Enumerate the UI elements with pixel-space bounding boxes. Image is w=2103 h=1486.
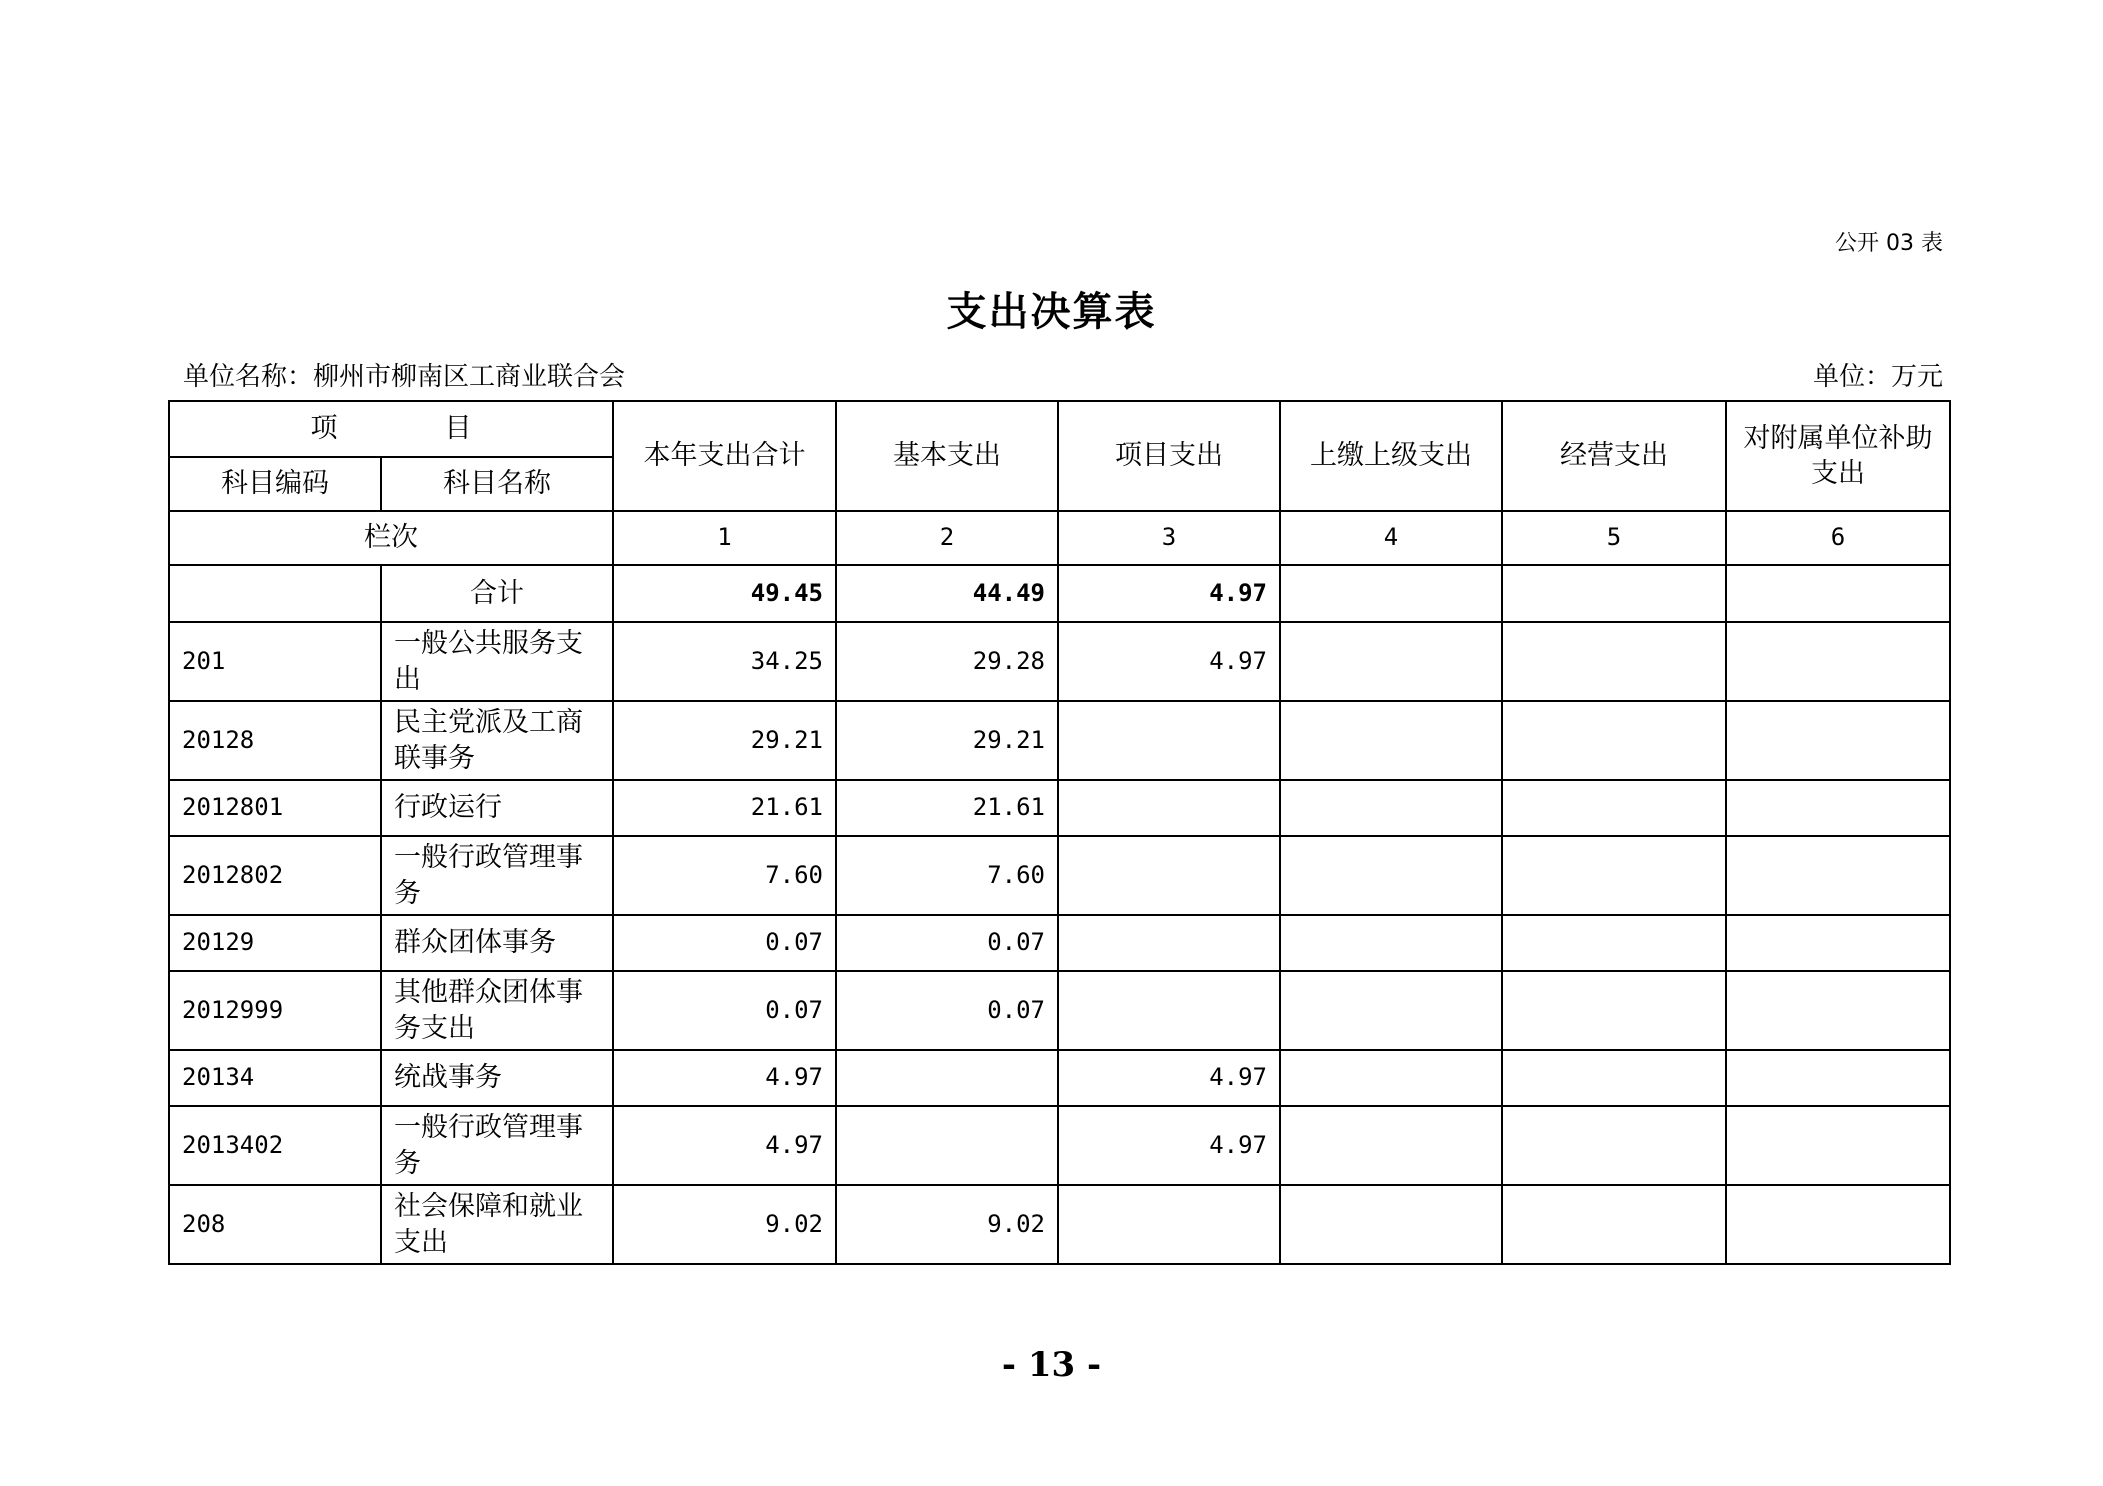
amount-cell — [1726, 622, 1950, 701]
account-code: 20128 — [169, 701, 381, 780]
amount-cell: 4.97 — [613, 1050, 836, 1106]
total-value — [1726, 565, 1950, 622]
amount-cell: 4.97 — [1058, 1050, 1280, 1106]
amount-cell — [1726, 780, 1950, 836]
account-name: 一般公共服务支出 — [381, 622, 613, 701]
amount-cell — [1726, 701, 1950, 780]
amount-cell — [1058, 780, 1280, 836]
amount-cell — [1502, 622, 1726, 701]
amount-cell: 0.07 — [836, 971, 1058, 1050]
column-number: 1 — [613, 511, 836, 565]
account-name: 民主党派及工商联事务 — [381, 701, 613, 780]
amount-cell — [1726, 1185, 1950, 1264]
total-value — [1280, 565, 1502, 622]
amount-cell: 7.60 — [613, 836, 836, 915]
item-header: 项 目 — [169, 401, 613, 457]
amount-cell: 7.60 — [836, 836, 1058, 915]
column-header: 基本支出 — [836, 401, 1058, 511]
table-row — [169, 701, 1950, 780]
amount-cell — [1502, 1185, 1726, 1264]
total-code-cell — [169, 565, 381, 622]
column-number: 3 — [1058, 511, 1280, 565]
page-title: 支出决算表 — [946, 288, 1157, 335]
amount-cell — [1280, 1106, 1502, 1185]
column-number: 6 — [1726, 511, 1950, 565]
column-number: 4 — [1280, 511, 1502, 565]
column-header: 项目支出 — [1058, 401, 1280, 511]
total-value: 49.45 — [613, 565, 836, 622]
column-header: 对附属单位补助支出 — [1726, 401, 1950, 511]
account-name: 一般行政管理事务 — [381, 836, 613, 915]
table-row — [169, 915, 1950, 971]
account-code: 208 — [169, 1185, 381, 1264]
amount-cell: 4.97 — [1058, 622, 1280, 701]
account-name: 统战事务 — [381, 1050, 613, 1106]
account-name: 行政运行 — [381, 780, 613, 836]
amount-cell — [1502, 915, 1726, 971]
amount-cell — [1280, 1050, 1502, 1106]
amount-cell: 34.25 — [613, 622, 836, 701]
amount-cell — [836, 1050, 1058, 1106]
amount-cell — [1502, 836, 1726, 915]
account-code: 2012801 — [169, 780, 381, 836]
total-row — [169, 565, 1950, 622]
currency-unit: 单位：万元 — [1812, 362, 1943, 392]
amount-cell — [1058, 971, 1280, 1050]
amount-cell — [1280, 971, 1502, 1050]
account-code: 20134 — [169, 1050, 381, 1106]
amount-cell — [1280, 622, 1502, 701]
amount-cell — [1280, 1185, 1502, 1264]
amount-cell — [1280, 915, 1502, 971]
amount-cell: 29.21 — [613, 701, 836, 780]
column-number: 5 — [1502, 511, 1726, 565]
table-row — [169, 780, 1950, 836]
table-row — [169, 836, 1950, 915]
amount-cell: 0.07 — [836, 915, 1058, 971]
table-row — [169, 622, 1950, 701]
amount-cell — [1726, 1050, 1950, 1106]
amount-cell: 4.97 — [1058, 1106, 1280, 1185]
unit-name: 单位名称：柳州市柳南区工商业联合会 — [183, 362, 626, 392]
amount-cell — [1058, 836, 1280, 915]
name-header: 科目名称 — [381, 457, 613, 511]
amount-cell — [1058, 915, 1280, 971]
amount-cell: 4.97 — [613, 1106, 836, 1185]
amount-cell: 9.02 — [836, 1185, 1058, 1264]
account-code: 2012802 — [169, 836, 381, 915]
total-value: 4.97 — [1058, 565, 1280, 622]
account-name: 其他群众团体事务支出 — [381, 971, 613, 1050]
amount-cell — [1058, 1185, 1280, 1264]
amount-cell: 21.61 — [613, 780, 836, 836]
amount-cell: 29.21 — [836, 701, 1058, 780]
row-number-label: 栏次 — [169, 511, 613, 565]
amount-cell: 21.61 — [836, 780, 1058, 836]
total-value: 44.49 — [836, 565, 1058, 622]
table-row — [169, 1050, 1950, 1106]
column-header: 经营支出 — [1502, 401, 1726, 511]
amount-cell — [1280, 780, 1502, 836]
amount-cell — [1502, 971, 1726, 1050]
total-label: 合计 — [381, 565, 613, 622]
amount-cell — [836, 1106, 1058, 1185]
amount-cell: 9.02 — [613, 1185, 836, 1264]
amount-cell — [1280, 701, 1502, 780]
amount-cell — [1726, 1106, 1950, 1185]
account-name: 社会保障和就业支出 — [381, 1185, 613, 1264]
account-code: 2012999 — [169, 971, 381, 1050]
account-name: 一般行政管理事务 — [381, 1106, 613, 1185]
amount-cell: 29.28 — [836, 622, 1058, 701]
expenditure-table — [168, 400, 1951, 1265]
amount-cell — [1726, 915, 1950, 971]
account-name: 群众团体事务 — [381, 915, 613, 971]
column-header: 上缴上级支出 — [1280, 401, 1502, 511]
amount-cell — [1502, 701, 1726, 780]
amount-cell — [1502, 1050, 1726, 1106]
amount-cell — [1280, 836, 1502, 915]
amount-cell — [1502, 1106, 1726, 1185]
total-value — [1502, 565, 1726, 622]
column-header: 本年支出合计 — [613, 401, 836, 511]
account-code: 201 — [169, 622, 381, 701]
account-code: 20129 — [169, 915, 381, 971]
amount-cell: 0.07 — [613, 971, 836, 1050]
amount-cell: 0.07 — [613, 915, 836, 971]
code-header: 科目编码 — [169, 457, 381, 511]
account-code: 2013402 — [169, 1106, 381, 1185]
page-number: - 13 - — [1001, 1345, 1102, 1385]
amount-cell — [1058, 701, 1280, 780]
amount-cell — [1726, 836, 1950, 915]
amount-cell — [1726, 971, 1950, 1050]
table-row — [169, 1185, 1950, 1264]
amount-cell — [1502, 780, 1726, 836]
column-number: 2 — [836, 511, 1058, 565]
table-row — [169, 971, 1950, 1050]
table-row — [169, 1106, 1950, 1185]
form-number: 公开 03 表 — [1835, 231, 1943, 256]
